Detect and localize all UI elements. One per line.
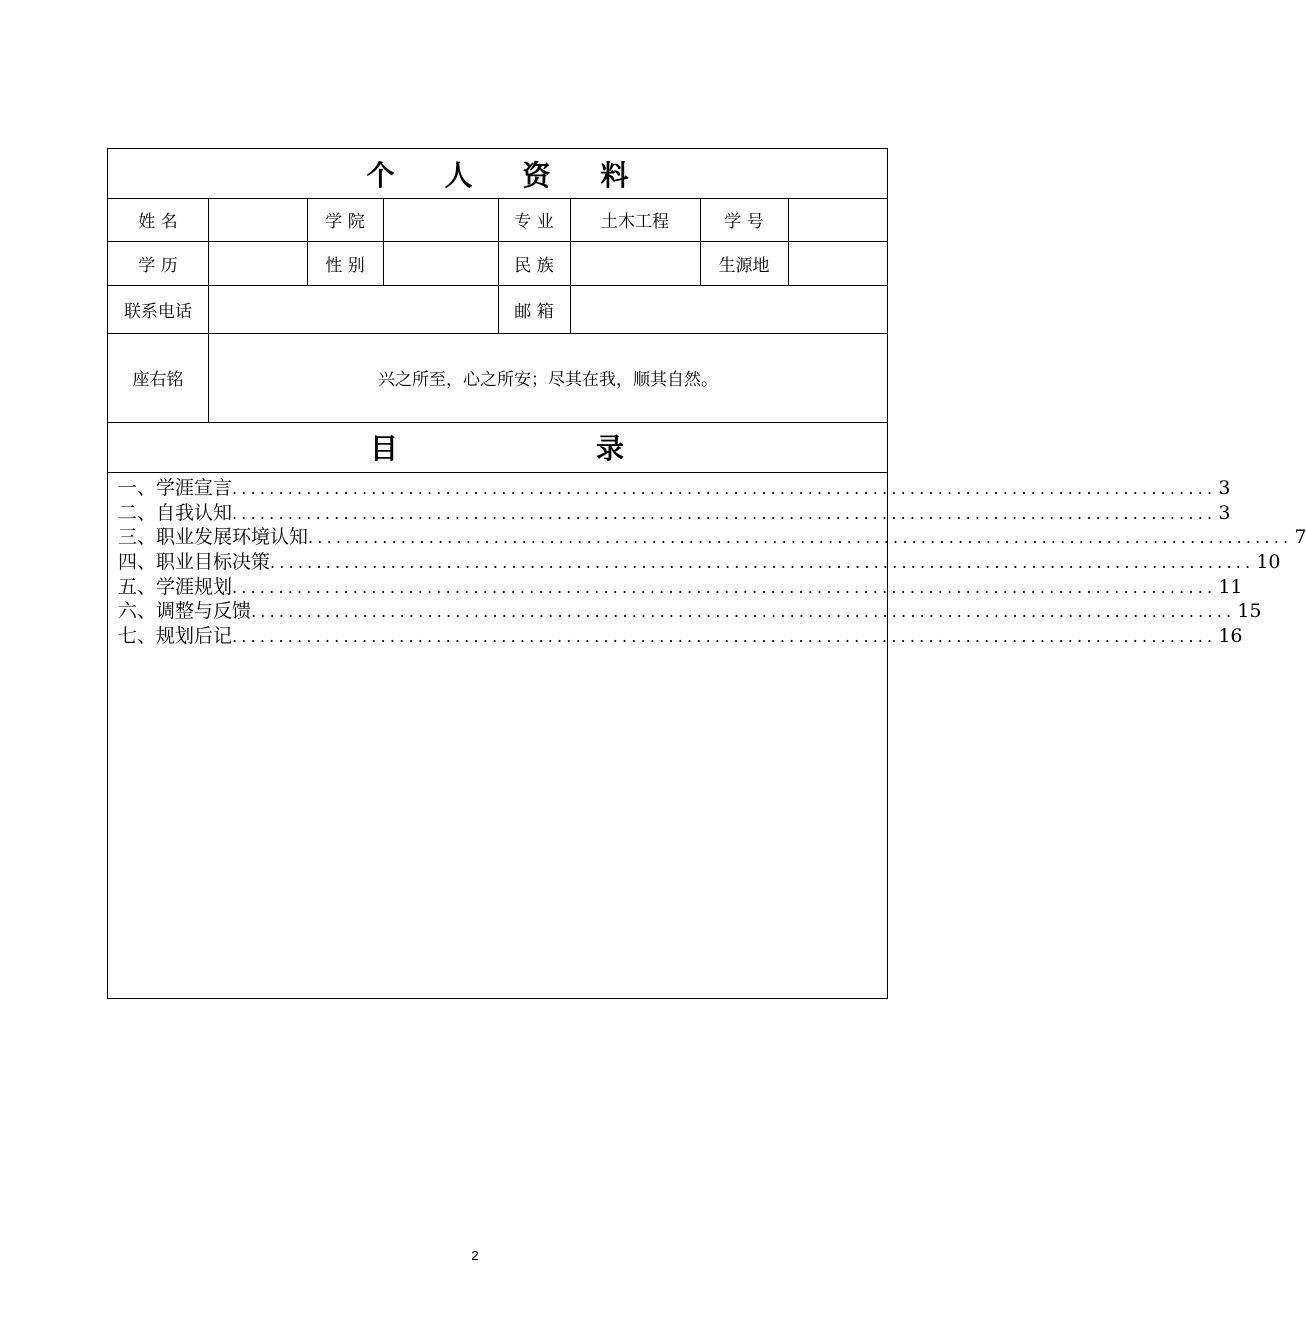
origin-field[interactable] bbox=[788, 241, 888, 285]
row-divider bbox=[108, 472, 887, 473]
motto-label: 座右铭 bbox=[132, 370, 184, 390]
toc-entry-page: 3 bbox=[1218, 477, 1231, 499]
email-field[interactable] bbox=[570, 285, 888, 333]
toc-entry-label: 五、学涯规划 bbox=[118, 575, 233, 598]
profile-form-table bbox=[107, 148, 1306, 999]
toc-entry[interactable] bbox=[118, 550, 1281, 575]
profile-title-char: 人 bbox=[444, 158, 473, 192]
toc-entry-label: 三、职业发展环境认知 bbox=[118, 526, 309, 549]
ethnicity-label: 民 族 bbox=[514, 255, 554, 276]
student-id-label: 学 号 bbox=[724, 212, 764, 232]
toc-entry-label: 六、调整与反馈 bbox=[118, 600, 252, 623]
toc-leader-dots: .......................................................................................................... bbox=[232, 627, 1217, 647]
student-id-field[interactable] bbox=[788, 198, 888, 241]
profile-title bbox=[108, 149, 887, 198]
phone-field[interactable] bbox=[208, 285, 498, 333]
toc-leader-dots: .......................................................................................................... bbox=[232, 479, 1217, 498]
ethnicity-field[interactable] bbox=[570, 241, 700, 285]
phone-label: 联系电话 bbox=[124, 301, 192, 322]
toc-title bbox=[108, 422, 887, 472]
toc-entry-page: 7 bbox=[1294, 526, 1306, 549]
toc-entry-page: 3 bbox=[1218, 501, 1231, 524]
toc-leader-dots: .......................................................................................................... bbox=[232, 577, 1217, 597]
toc-leader-dots: .......................................................................................................... bbox=[270, 553, 1255, 573]
toc-title-char: 目 bbox=[370, 432, 399, 465]
toc-entry-label: 四、职业目标决策 bbox=[118, 551, 271, 574]
toc-entry[interactable] bbox=[118, 624, 1243, 649]
page-number: 2 bbox=[471, 1248, 479, 1263]
major-label: 专 业 bbox=[514, 212, 554, 232]
toc-entry-label: 七、规划后记 bbox=[118, 625, 233, 648]
profile-title-char: 料 bbox=[600, 158, 629, 192]
toc-leader-dots: .......................................................................................................... bbox=[308, 528, 1293, 548]
toc-entry-page: 16 bbox=[1218, 625, 1243, 648]
toc-entry[interactable] bbox=[118, 575, 1243, 600]
toc-entry-page: 11 bbox=[1218, 575, 1243, 598]
college-field[interactable] bbox=[383, 198, 498, 241]
origin-label: 生源地 bbox=[718, 255, 770, 276]
toc-entry-label: 一、学涯宣言 bbox=[118, 477, 233, 499]
toc-leader-dots: .......................................................................................................... bbox=[251, 602, 1236, 622]
profile-title-char: 资 bbox=[522, 158, 551, 192]
college-label: 学 院 bbox=[325, 212, 365, 232]
education-field[interactable] bbox=[208, 241, 307, 285]
name-label: 姓 名 bbox=[138, 212, 178, 232]
toc-entry[interactable] bbox=[118, 476, 1231, 501]
major-value[interactable]: 土木工程 bbox=[601, 212, 669, 232]
toc-entry-label: 二、自我认知 bbox=[118, 501, 233, 524]
toc-entry-page: 10 bbox=[1256, 551, 1281, 574]
education-label: 学 历 bbox=[138, 255, 178, 276]
name-field[interactable] bbox=[208, 198, 307, 241]
toc-leader-dots: .......................................................................................................... bbox=[232, 503, 1217, 523]
motto-value[interactable]: 兴之所至，心之所安；尽其在我，顺其自然。 bbox=[378, 370, 718, 390]
toc-entry[interactable] bbox=[118, 525, 1306, 550]
toc-list bbox=[118, 476, 1306, 649]
gender-field[interactable] bbox=[383, 241, 498, 285]
profile-title-char: 个 bbox=[366, 158, 395, 192]
toc-entry[interactable] bbox=[118, 599, 1262, 624]
toc-entry[interactable] bbox=[118, 501, 1231, 526]
toc-title-char: 录 bbox=[596, 432, 625, 465]
email-label: 邮 箱 bbox=[514, 301, 554, 322]
toc-entry-page: 15 bbox=[1237, 600, 1262, 623]
gender-label: 性 别 bbox=[325, 255, 365, 276]
